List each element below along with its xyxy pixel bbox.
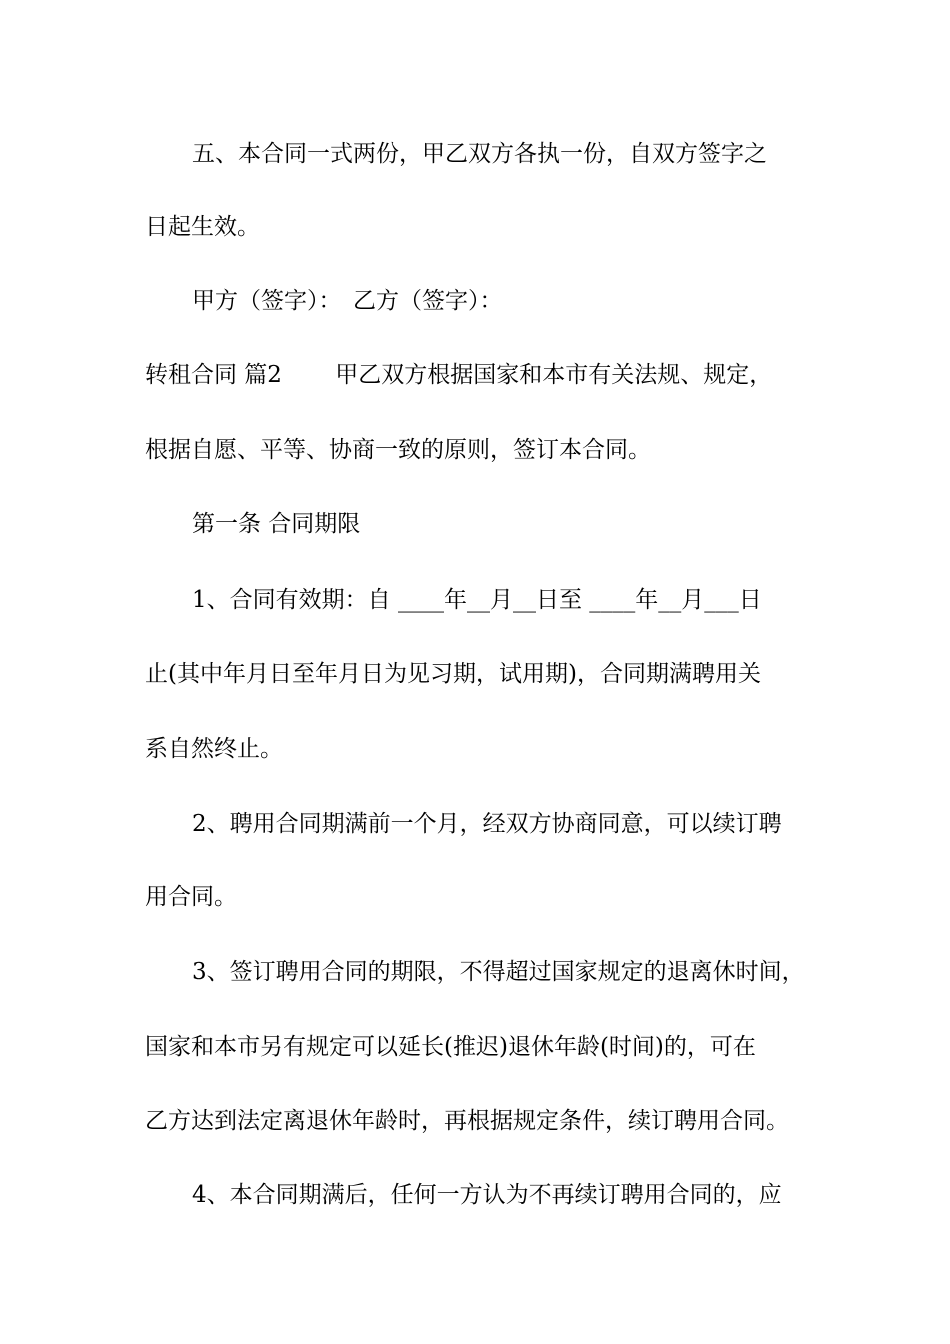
article-heading: 第一条 合同期限	[192, 511, 361, 537]
paragraph-line: 3、签订聘用合同的期限，不得超过国家规定的退离休时间，	[192, 959, 805, 985]
paragraph-line: 用合同。	[145, 884, 237, 910]
paragraph-line: 根据自愿、平等、协商一致的原则，签订本合同。	[145, 437, 651, 463]
paragraph-line: 乙方达到法定离退休年龄时，再根据规定条件，续订聘用合同。	[145, 1108, 789, 1134]
paragraph-line: 4、本合同期满后，任何一方认为不再续订聘用合同的，应	[192, 1182, 782, 1208]
paragraph-line: 五、本合同一式两份，甲乙双方各执一份，自双方签字之	[192, 141, 767, 167]
paragraph-line: 国家和本市另有规定可以延长(推迟)退休年龄(时间)的，可在	[145, 1034, 756, 1060]
section-heading-line: 转租合同 篇2 甲乙双方根据国家和本市有关法规、规定，	[145, 362, 773, 388]
signature-line: 甲方（签字）： 乙方（签字）：	[192, 288, 503, 314]
paragraph-line: 2、聘用合同期满前一个月，经双方协商同意，可以续订聘	[192, 811, 782, 837]
paragraph-line: 日起生效。	[145, 214, 260, 240]
paragraph-line: 系自然终止。	[145, 736, 283, 762]
paragraph-line: 止(其中年月日至年月日为见习期，试用期)，合同期满聘用关	[145, 661, 761, 687]
paragraph-line: 1、合同有效期：自 ____年__月__日至 ____年__月___日	[192, 587, 762, 613]
